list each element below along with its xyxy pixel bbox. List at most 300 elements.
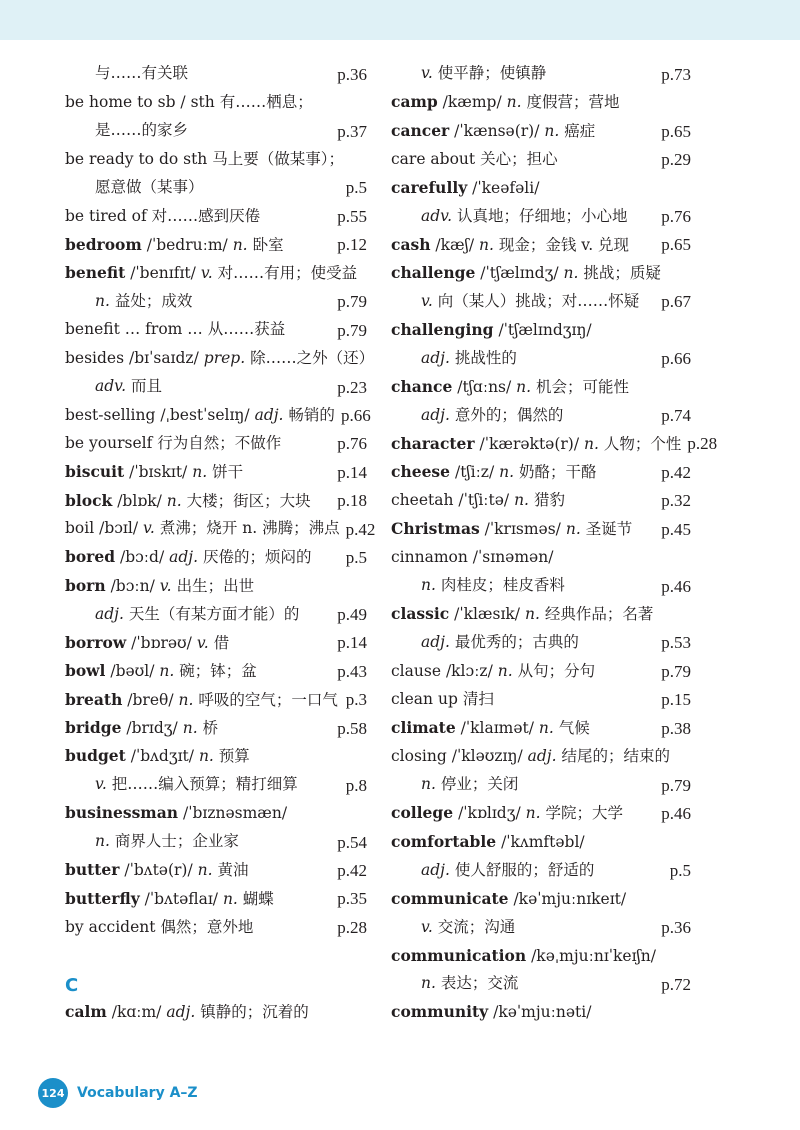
entry-text	[65, 748, 250, 765]
headword: chance	[391, 376, 453, 396]
part-of-speech: n.	[499, 463, 515, 482]
headword: challenging	[391, 319, 494, 339]
entry-text	[391, 405, 564, 424]
definition: 认真地；仔细地；小心地	[456, 206, 628, 225]
definition: 偶然；意外地	[160, 917, 254, 936]
page-reference: p.42	[661, 462, 691, 482]
vocab-entry	[391, 913, 691, 941]
part-of-speech: n.	[584, 434, 599, 453]
page-reference: p.37	[337, 121, 367, 141]
pronunciation: /bɔɪl/	[99, 519, 139, 538]
entry-text	[65, 464, 243, 481]
pronunciation: /ˈbʌdʒɪt/	[130, 747, 194, 766]
part-of-speech: adj.	[166, 1002, 196, 1021]
pronunciation: /ˈbʌtəflaɪ/	[144, 889, 218, 908]
vocab-entry	[65, 657, 367, 685]
entry-text	[391, 606, 653, 623]
pronunciation: /ˈbʌtə(r)/	[124, 861, 193, 880]
pronunciation: /ˈkləʊzɪŋ/	[451, 746, 523, 765]
definition: 经典作品；名著	[544, 605, 654, 624]
definition: 度假营；营地	[526, 93, 620, 112]
entry-text	[65, 521, 340, 537]
vocab-entry	[391, 572, 691, 600]
entry-text	[65, 777, 298, 793]
vocab-entry	[391, 686, 691, 714]
headword: boil	[65, 519, 95, 538]
part-of-speech: n.	[192, 463, 208, 482]
pronunciation: /ˈklæsɪk/	[454, 605, 521, 624]
page-reference: p.15	[661, 690, 691, 710]
part-of-speech: v.	[143, 519, 155, 538]
definition: 饼干	[212, 463, 244, 482]
vocab-entry	[391, 288, 691, 316]
vocab-entry	[391, 458, 691, 486]
vocab-entry	[65, 743, 367, 771]
vocab-entry	[65, 174, 367, 202]
pronunciation: /bɔːd/	[119, 548, 165, 567]
headword: challenge	[391, 263, 476, 283]
page-reference: p.58	[337, 718, 367, 738]
pronunciation: /kəˈmjuːnəti/	[493, 1003, 592, 1022]
entry-text	[391, 518, 633, 538]
part-of-speech: n.	[198, 747, 214, 766]
entry-text	[391, 888, 627, 908]
part-of-speech: adv.	[95, 377, 127, 396]
left-entry-list	[65, 60, 376, 942]
page-reference: p.45	[661, 519, 691, 539]
definition: 大楼；街区；大块	[186, 491, 311, 510]
entry-text	[65, 1001, 309, 1021]
part-of-speech: n.	[421, 974, 436, 993]
headword: block	[65, 490, 113, 510]
vocab-entry	[391, 373, 691, 401]
entry-text	[391, 149, 558, 168]
definition: 从句；分句	[517, 661, 596, 680]
pronunciation: /kæmp/	[442, 93, 502, 112]
part-of-speech: adj.	[527, 746, 557, 765]
definition: 是……的家乡	[95, 121, 189, 140]
page-reference: p.38	[661, 718, 691, 738]
entry-text	[391, 94, 620, 111]
entry-text	[65, 322, 285, 338]
vocab-entry	[391, 515, 691, 543]
pronunciation: /tʃɑːns/	[457, 377, 512, 396]
headword: besides	[65, 348, 125, 367]
page-reference: p.14	[337, 633, 367, 653]
vocab-entry	[391, 799, 691, 827]
headword: budget	[65, 746, 126, 766]
entry-text	[65, 123, 188, 139]
pronunciation: /kɑːm/	[111, 1002, 162, 1021]
vocab-entry	[391, 174, 691, 202]
vocab-entry	[391, 885, 691, 913]
vocab-entry	[65, 686, 367, 714]
vocab-entry	[391, 259, 691, 287]
definition: 人物；个性	[603, 434, 682, 453]
definition: 借	[213, 633, 230, 652]
part-of-speech: v.	[196, 633, 209, 652]
definition: 预算	[218, 747, 250, 766]
entry-text	[391, 692, 494, 708]
definition: 学院；大学	[545, 804, 623, 823]
pronunciation: /ˈkeəfəli/	[472, 178, 540, 197]
vocab-entry	[391, 970, 691, 998]
part-of-speech: n.	[232, 235, 248, 254]
page-reference: p.5	[345, 548, 367, 568]
page-reference: p.54	[337, 832, 367, 852]
part-of-speech: adj.	[421, 633, 450, 652]
footer-title: Vocabulary A–Z	[77, 1085, 198, 1101]
top-band	[0, 0, 800, 40]
entry-text	[65, 180, 204, 196]
definition: 商界人士；企业家	[114, 832, 239, 851]
entry-text	[65, 66, 188, 82]
entry-text	[391, 464, 597, 481]
entry-text	[65, 805, 287, 822]
definition: 现金；金钱 v. 兑现	[498, 235, 630, 254]
definition: 气候	[558, 719, 590, 738]
headword: clean up	[391, 690, 458, 709]
part-of-speech: n.	[197, 861, 213, 880]
vocab-entry	[65, 885, 367, 913]
headword: butterfly	[65, 888, 140, 908]
part-of-speech: n.	[166, 491, 182, 510]
headword: benefit	[65, 263, 126, 283]
vocab-entry	[391, 117, 691, 145]
part-of-speech: n.	[421, 576, 436, 595]
entry-text	[391, 547, 554, 566]
pronunciation: /ˌbestˈselɪŋ/	[160, 405, 250, 424]
part-of-speech: n.	[563, 264, 579, 283]
headword: cancer	[391, 120, 450, 140]
part-of-speech: v.	[421, 291, 433, 310]
pronunciation: /ˈtʃiːtə/	[458, 491, 510, 510]
vocab-entry	[391, 856, 691, 884]
entry-text	[391, 1004, 591, 1021]
vocab-entry	[65, 913, 367, 941]
definition: 愿意做（某事）	[95, 178, 204, 197]
vocab-entry	[391, 771, 691, 799]
part-of-speech: v.	[421, 64, 433, 83]
pronunciation: /ˈbenɪfɪt/	[130, 264, 196, 283]
entry-text	[391, 265, 661, 282]
vocab-entry	[391, 202, 691, 230]
part-of-speech: n.	[565, 519, 581, 538]
right-entry-list	[391, 60, 718, 1027]
headword: character	[391, 433, 475, 453]
vocab-entry	[65, 629, 367, 657]
vocab-entry	[65, 543, 367, 571]
vocab-entry	[65, 714, 367, 742]
entry-text	[391, 120, 596, 140]
entry-text	[391, 777, 518, 793]
vocab-entry	[65, 487, 367, 515]
page-reference: p.8	[345, 775, 367, 795]
definition: 表达；交流	[440, 974, 519, 993]
headword: biscuit	[65, 462, 125, 482]
entry-text	[65, 92, 313, 111]
page-reference: p.79	[661, 661, 691, 681]
entry-text	[65, 720, 218, 737]
definition: 交流；沟通	[437, 917, 516, 936]
definition: 圣诞节	[585, 519, 633, 538]
page-reference: p.3	[345, 690, 367, 710]
headword: communicate	[391, 888, 509, 908]
headword: bowl	[65, 661, 106, 681]
part-of-speech: adj.	[421, 348, 450, 367]
page-reference: p.74	[661, 405, 691, 425]
pronunciation: /ˈkrɪsməs/	[484, 519, 561, 538]
part-of-speech: adj.	[169, 548, 199, 567]
entry-text	[391, 831, 585, 851]
headword: cheetah	[391, 491, 454, 510]
vocab-entry	[391, 231, 691, 259]
headword: climate	[391, 718, 456, 738]
part-of-speech: adj.	[254, 405, 284, 424]
definition: 结尾的；结束的	[561, 746, 670, 765]
entry-text	[65, 663, 257, 680]
definition: 蝴蝶	[242, 889, 274, 908]
headword: best-selling	[65, 405, 156, 424]
entry-text	[65, 834, 239, 850]
definition: 碗；钵；盆	[179, 662, 257, 681]
definition: 最优秀的；古典的	[454, 633, 579, 652]
definition: 而且	[130, 377, 162, 396]
page-reference: p.79	[337, 320, 367, 340]
page-reference: p.42	[345, 519, 376, 539]
part-of-speech: adj.	[95, 604, 124, 623]
vocab-entry	[65, 799, 367, 827]
entry-text	[391, 433, 682, 453]
page-reference: p.18	[337, 491, 367, 511]
entry-text	[391, 746, 670, 765]
entry-text	[65, 291, 193, 310]
vocab-entry	[65, 202, 367, 230]
pronunciation: /ˈbɪznəsmæn/	[182, 804, 288, 823]
entry-text	[391, 805, 623, 822]
vocab-entry	[65, 316, 367, 344]
vocab-entry	[65, 828, 367, 856]
entry-text	[65, 405, 335, 424]
vocab-entry	[391, 543, 691, 571]
definition: 向（某人）挑战；对……怀疑	[437, 291, 640, 310]
entry-text	[65, 490, 311, 510]
vocab-entry	[65, 88, 367, 116]
entry-text	[65, 888, 274, 908]
entry-text	[65, 632, 230, 652]
entry-text	[65, 604, 300, 623]
headword: born	[65, 575, 106, 595]
part-of-speech: n.	[516, 377, 532, 396]
pronunciation: /ˈtʃælɪndʒ/	[480, 264, 559, 283]
vocab-entry	[65, 288, 367, 316]
part-of-speech: n.	[222, 889, 238, 908]
page-number-badge: 124	[38, 1078, 68, 1108]
pronunciation: /brɪdʒ/	[126, 719, 178, 738]
part-of-speech: n.	[478, 235, 494, 254]
page-reference: p.29	[661, 150, 691, 170]
definition: 对……感到厌倦	[151, 206, 261, 225]
pronunciation: /bɪˈsaɪdz/	[129, 348, 199, 367]
vocab-entry	[391, 942, 691, 970]
part-of-speech: v.	[200, 264, 213, 283]
page-reference: p.73	[661, 64, 691, 84]
entry-text	[391, 206, 628, 225]
page-reference: p.12	[337, 235, 367, 255]
section-letter-c: C	[65, 974, 79, 996]
definition: 畅销的	[288, 405, 335, 424]
part-of-speech: n.	[538, 719, 554, 738]
vocab-entry	[65, 515, 376, 543]
definition: 益处；成效	[114, 291, 193, 310]
page-reference: p.35	[337, 889, 367, 909]
definition: 厌倦的；烦闷的	[202, 548, 312, 567]
headword: bored	[65, 547, 116, 567]
definition: 桥	[202, 719, 219, 738]
pronunciation: /breθ/	[127, 690, 174, 709]
entry-text	[391, 493, 565, 509]
page-reference: p.28	[337, 917, 367, 937]
vocab-entry	[65, 998, 367, 1026]
pronunciation: /kəˈmjuːnɪkeɪt/	[513, 889, 627, 908]
headword: cinnamon	[391, 547, 468, 566]
part-of-speech: n.	[159, 662, 175, 681]
headword: calm	[65, 1001, 107, 1021]
page-reference: p.23	[337, 377, 367, 397]
vocab-entry	[391, 998, 691, 1026]
part-of-speech: adv.	[421, 206, 453, 225]
pronunciation: /ˈbɪskɪt/	[129, 463, 188, 482]
page-reference: p.79	[337, 292, 367, 312]
pronunciation: /ˈkænsə(r)/	[454, 121, 540, 140]
definition: 对……有用；使受益	[217, 264, 358, 283]
entry-text	[391, 635, 579, 651]
vocab-entry	[391, 316, 691, 344]
entry-text	[65, 265, 357, 282]
page-reference: p.32	[661, 491, 691, 511]
vocab-entry	[391, 145, 691, 173]
headword: communication	[391, 945, 527, 965]
definition: 挑战；质疑	[583, 264, 661, 283]
pronunciation: /ˈtʃælɪndʒɪŋ/	[498, 320, 592, 339]
left-entry-list-c	[65, 998, 367, 1026]
definition: 意外的；偶然的	[454, 405, 564, 424]
page-reference: p.66	[340, 405, 371, 425]
part-of-speech: n.	[514, 491, 529, 510]
vocab-entry	[391, 401, 691, 429]
headword: college	[391, 803, 454, 823]
page-reference: p.36	[337, 64, 367, 84]
vocab-entry	[65, 600, 367, 628]
headword: bedroom	[65, 234, 142, 254]
headword: breath	[65, 689, 123, 709]
entry-text	[391, 376, 630, 396]
headword: businessman	[65, 803, 179, 823]
definition: 停业；关闭	[440, 775, 519, 794]
definition: 除……之外（还）	[250, 348, 375, 367]
vocab-entry	[65, 856, 367, 884]
headword: community	[391, 1002, 489, 1022]
definition: 有……栖息；	[219, 92, 313, 111]
page-reference: p.76	[337, 434, 367, 454]
page-footer	[38, 1078, 198, 1108]
definition: 与……有关联	[95, 64, 189, 83]
definition: 奶酪；干酪	[519, 463, 597, 482]
page-reference: p.28	[687, 434, 718, 454]
headword: Christmas	[391, 518, 480, 538]
definition: 煮沸；烧开 n. 沸腾；沸点	[159, 519, 340, 538]
entry-text	[65, 549, 311, 566]
page-reference: p.36	[661, 917, 691, 937]
definition: 行为自然；不做作	[157, 434, 282, 453]
vocab-entry	[65, 572, 367, 600]
definition: 机会；可能性	[536, 377, 630, 396]
headword: closing	[391, 746, 447, 765]
headword: by accident	[65, 917, 156, 936]
entry-text	[391, 945, 656, 965]
vocab-entry	[391, 629, 691, 657]
definition: 呼吸的空气；一口气	[198, 690, 338, 709]
part-of-speech: n.	[525, 804, 541, 823]
definition: 猎豹	[533, 491, 565, 510]
vocab-entry	[391, 487, 691, 515]
entry-text	[391, 917, 516, 936]
part-of-speech: n.	[421, 775, 436, 794]
headword: cheese	[391, 462, 451, 482]
vocab-entry	[65, 60, 367, 88]
page-reference: p.76	[661, 206, 691, 226]
vocab-entry	[65, 771, 367, 799]
entry-text	[391, 976, 518, 992]
page-reference: p.67	[661, 292, 691, 312]
vocab-entry	[391, 828, 691, 856]
part-of-speech: adj.	[421, 860, 450, 879]
headword: butter	[65, 860, 120, 880]
definition: 关心；担心	[480, 149, 558, 168]
definition: 清扫	[462, 690, 494, 709]
page-reference: p.72	[661, 974, 691, 994]
part-of-speech: n.	[95, 291, 110, 310]
vocab-entry	[391, 600, 691, 628]
entry-text	[65, 206, 261, 225]
definition: 马上要（做某事）；	[212, 149, 344, 168]
entry-text	[65, 379, 162, 395]
definition: 卧室	[252, 235, 284, 254]
part-of-speech: n.	[544, 121, 560, 140]
headword: camp	[391, 92, 438, 112]
definition: 天生（有某方面才能）的	[128, 604, 300, 623]
entry-text	[65, 348, 375, 367]
headword: clause	[391, 661, 441, 680]
pronunciation: /ˈklaɪmət/	[460, 719, 534, 738]
vocab-entry	[65, 344, 375, 372]
headword: classic	[391, 604, 450, 624]
definition: 挑战性的	[454, 348, 517, 367]
vocab-entry	[65, 117, 367, 145]
part-of-speech: v.	[159, 576, 172, 595]
page-reference: p.65	[661, 121, 691, 141]
part-of-speech: v.	[95, 775, 107, 794]
entry-text	[65, 862, 249, 879]
vocab-entry	[391, 430, 718, 458]
pronunciation: /tʃiːz/	[454, 463, 495, 482]
headword: be ready to do sth	[65, 149, 208, 168]
pronunciation: /blɒk/	[117, 491, 162, 510]
vocab-entry	[391, 88, 691, 116]
headword: carefully	[391, 177, 468, 197]
pronunciation: /kəˌmjuːnɪˈkeɪʃn/	[531, 946, 656, 965]
vocab-entry	[391, 344, 691, 372]
